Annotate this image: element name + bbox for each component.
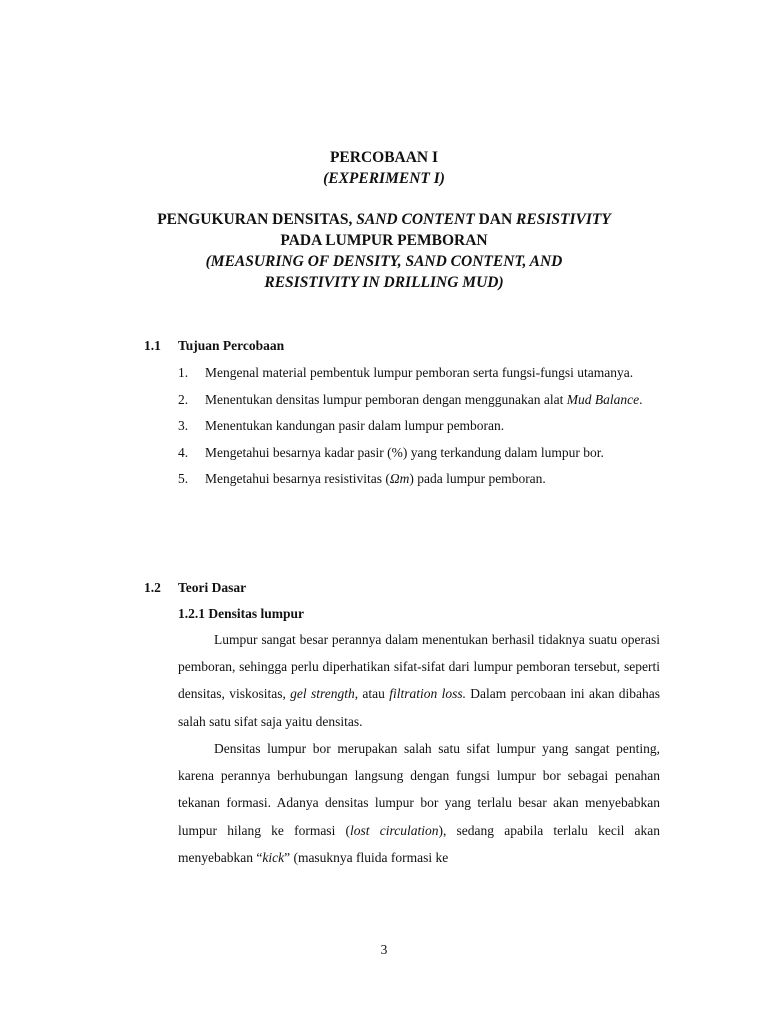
list-item [178, 387, 660, 414]
document-subtitle-line3: (MEASURING OF DENSITY, SAND CONTENT, AND [205, 253, 563, 270]
section-number: 1.1 [144, 338, 161, 353]
list-text: Mengenal material pembentuk lumpur pemboran serta fungsi-fungsi utamanya. [205, 365, 634, 380]
paragraph-text: , atau [354, 686, 390, 702]
document-subtitle-line1 [0, 210, 768, 230]
list-text: Menentukan kandungan pasir dalam lumpur pemboran. [205, 418, 505, 433]
list-number: 1. [178, 365, 189, 380]
document-subtitle-line4: RESISTIVITY IN DRILLING MUD) [264, 274, 504, 291]
list-item [178, 360, 660, 387]
list-text: ) pada lumpur pemboran. [409, 471, 546, 486]
list-item [178, 440, 660, 467]
subsection-heading [178, 606, 304, 622]
list-number: 3. [178, 418, 189, 433]
objectives-list [178, 360, 660, 493]
document-subtitle-line2: PADA LUMPUR PEMBORAN [280, 232, 488, 249]
list-text-italic: Mud Balance [566, 391, 640, 407]
paragraph-text: Dalam percobaan ini akan dibahas salah satu sifat saja yaitu densitas. [178, 686, 661, 729]
subtitle-part: DAN [474, 211, 517, 228]
chapter-title-english: (EXPERIMENT I) [323, 170, 445, 187]
page-number: 3 [380, 942, 388, 957]
list-number: 2. [178, 391, 189, 407]
term-italic: filtration loss. [389, 686, 466, 702]
list-number: 4. [178, 444, 189, 460]
section-number: 1.2 [144, 580, 161, 595]
paragraph-text: ” (masuknya fluida formasi ke [284, 849, 449, 865]
term-italic: gel strength [290, 686, 355, 702]
list-item [178, 466, 660, 493]
term-italic: lost circulation [350, 822, 439, 838]
section-heading: Teori Dasar [178, 580, 247, 595]
subtitle-part-italic: SAND CONTENT [356, 211, 475, 228]
chapter-title: PERCOBAAN I [329, 149, 439, 166]
subtitle-part: PENGUKURAN DENSITAS, [157, 211, 357, 228]
subtitle-part-italic: RESISTIVITY [516, 211, 611, 228]
list-text: Menentukan densitas lumpur pemboran dengan menggunakan alat [205, 391, 567, 407]
paragraph-2 [178, 735, 660, 871]
paragraph-1 [178, 626, 660, 735]
subsection-number: 1.2.1 [178, 606, 205, 621]
list-text: Mengetahui besarnya resistivitas ( [205, 471, 390, 486]
paragraph-text: ), sedang apabila terlalu kecil akan menyebabkan “ [178, 822, 660, 865]
paragraph-text: Lumpur sangat besar perannya dalam menentukan berhasil tidaknya suatu operasi pemboran, sehingga perlu diperhatikan sifat-sifat dari lumpur pemboran tersebut, seperti densitas, viskositas, [178, 632, 660, 702]
unit-symbol: Ωm [389, 471, 410, 486]
list-item [178, 413, 660, 440]
list-text: . [639, 391, 643, 407]
section-heading: Tujuan Percobaan [178, 338, 285, 353]
term-italic: kick [262, 849, 285, 865]
list-text: Mengetahui besarnya kadar pasir (%) yang terkandung dalam lumpur bor. [205, 444, 604, 460]
subsection-title: Densitas lumpur [208, 606, 305, 621]
paragraph-text: Densitas lumpur bor merupakan salah satu sifat lumpur yang sangat penting, karena perannya berhubungan langsung dengan fungsi lumpur bor sebagai penahan tekanan formasi. Adanya densitas lumpur bor yang terlalu besar akan menyebabkan lumpur hilang ke formasi ( [178, 741, 660, 838]
list-number: 5. [178, 471, 189, 486]
